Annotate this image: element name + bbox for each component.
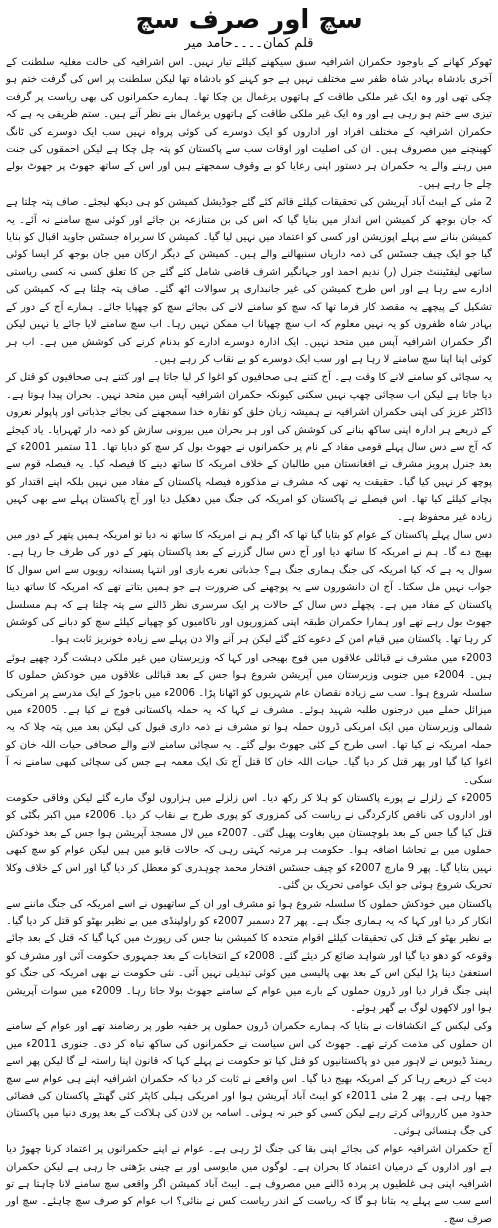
article-body <box>6 54 492 1228</box>
article-paragraph: 2005ء کے زلزلے نے پورے پاکستان کو ہلا کر رکھ دیا۔ اس زلزلے میں ہزاروں لوگ مارے گئے لیکن وفاقی حکومت اور اداروں کی ناقص کارکردگی نے ریاست کی کمزوری کو پوری طرح بے نقاب کر دیا۔ 2006ء میں اکبر بگٹی کو قتل کیا گیا جس کے بعد بلوچستان میں بغاوت پھیل گئی۔ 2007ء میں لال مسجد آپریشن ہوا جس کے بعد خودکش حملوں میں بے تحاشا اضافہ ہوا۔ حکومت ہر مرتبہ کہتی رہی کہ حالات قابو میں ہیں لیکن عوام کو سچ کبھی نہیں بتایا گیا۔ پھر 9 مارچ 2007ء کو چیف جسٹس افتخار محمد چوہدری کو معطل کر دیا گیا اور اس کے خلاف وکلا تحریک شروع ہوئی جو ایک عوامی تحریک بن گئی۔ <box>6 793 493 892</box>
article-paragraph: 2 مئی کے ایبٹ آباد آپریشن کی تحقیقات کیلئے قائم کئے گئے جوڈیشل کمیشن کو ہی دیکھ لیجئے۔ صاف پتہ چلتا ہے کہ جان بوجھ کر کمیشن اس انداز میں بنایا گیا کہ اس کی بن متنازعہ بن جائے اور کوئی سچ سامنے نہ آئے۔ یہ کمیشن بنانے سے پہلے اپوزیشن اور کسی کو اعتماد میں نہیں لیا گیا۔ کمیشن کا سربراہ جسٹس جاوید اقبال کو بنایا گیا جو ایک چیف جسٹس کی ذمہ داریاں سنبھالنے والے ہیں۔ کمیشن کے دیگر ارکان میں جان بوجھ کر ایسا کوئی ساتھی لیفٹیننٹ جنرل (ر) ندیم احمد اور جہانگیر اشرف قاضی شامل کئے گئے جن کا تعلق کسی نہ کسی ریاستی ادارے سے رہا ہے اور اس طرح کمیشن کی غیر جانبداری پر سوالات اٹھ گئے۔ صاف پتہ چلتا ہے کہ کمیشن کی تشکیل کے پیچھے یہ مقصد کار فرما تھا کہ سچ کو سامنے لانے کی بجائے سچ کو چھپایا جائے۔ ہمارے آج کے دور کے بہادر شاہ ظفروں کو یہ نہیں معلوم کہ اب سچ چھپانا اب ممکن نہیں رہا۔ اب سچ سامنے لایا جائے یا نہیں لیکن اگر حکمران اشرافیہ آپس میں متحد نہیں۔ ایک ادارہ دوسرے ادارے کو بدنام کرنے کی کوشش میں ہے۔ اب ہر کوئی اپنا اپنا سچ سامنے لا رہا ہے اور سب ایک دوسرے کو بے نقاب کر رہے ہیں۔ <box>6 197 492 365</box>
article-paragraph: یہ سچائی کو سامنے لانے کا وقت ہے۔ آج کتنے ہی صحافیوں کو اغوا کر لیا جاتا ہے اور کتنے ہی صحافیوں کو قتل کر دیا جاتا ہے لیکن اب سچائی چھپ نہیں سکتی کیونکہ حکمران اشرافیہ آپس میں متحد نہیں۔ بحران پیدا ہوتا ہے۔ ڈاکٹر عزیز کی اپنی حکمران اشرافیہ نے ہمیشہ زبان خلق کو نقارہ خدا سمجھنے کی بجائے جذباتی اور پاپولر نعروں کے ذریعے ہر ادارہ اپنی ساکھ بنانے کی کوشش کی اور ہر بحران میں بیرونی سازش کو ذمہ دار ٹھہرایا۔ یاد کیجئے کہ آج سے دس سال پہلے قومی مفاد کے نام پر حکمرانوں نے جھوٹ بول کر سچ کو دبایا تھا۔ 11 ستمبر 2001ء کے بعد جنرل پرویز مشرف نے افغانستان میں طالبان کے خلاف امریکہ کا ساتھ دینے کا فیصلہ کیا۔ یہ فیصلہ قوم سے پوچھ کر نہیں کیا گیا۔ حقیقت یہ تھی کہ مشرف نے مذکورہ فیصلہ پاکستان کے مفاد میں نہیں بلکہ اپنے اقتدار کو بچانے کیلئے کیا تھا۔ اس فیصلے نے پاکستان کو امریکہ کی جنگ میں دھکیل دیا اور آج پاکستان پہلے سے بھی کہیں زیادہ غیر محفوظ ہے۔ <box>6 372 492 523</box>
article-paragraph: وکی لیکس کے انکشافات نے بتایا کہ ہمارے حکمران ڈرون حملوں پر خفیہ طور پر رضامند تھے اور عوام کے سامنے ان حملوں کی مذمت کرتے تھے۔ جھوٹ کی اس سیاست نے حکمرانوں کی ساکھ تباہ کر دی۔ جنوری 2011ء میں ریمنڈ ڈیوس نے لاہور میں دو پاکستانیوں کو قتل کیا تو حکومت نے پہلے کہا کہ قانون اپنا راستہ لے گا لیکن پھر اسے دیت کے ذریعے رہا کر کے امریکہ بھیج دیا گیا۔ اس واقعے نے ثابت کر دیا کہ حکمران اشرافیہ اپنے ہی عوام سے سچ چھپا رہی ہے۔ پھر 2 مئی 2011ء کو ایبٹ آباد آپریشن ہوا اور امریکی ہیلی کاپٹر کئی گھنٹے پاکستان کی فضائی حدود میں کارروائی کرتے رہے لیکن کسی کو خبر نہ ہوئی۔ اسامہ بن لادن کی ہلاکت کے بعد پوری دنیا میں پاکستان کی جگ ہنسائی ہوئی۔ <box>6 1021 492 1137</box>
column-byline: قلم کمان۔۔۔۔حامد میر <box>184 36 314 51</box>
article-paragraph: ٹھوکر کھانے کے باوجود حکمران اشرافیہ سبق سیکھنے کیلئے تیار نہیں۔ اس اشرافیہ کی حالت مغلیہ سلطنت کے آخری بادشاہ بہادر شاہ ظفر سے مختلف نہیں ہے جو کہنے کو بادشاہ تھا لیکن سلطنت پر اس کی گرفت ختم ہو چکی تھی اور وہ ایک غیر ملکی طاقت کے ہاتھوں یرغمال بن چکا تھا۔ ہمارے حکمرانوں کی بھی ریاست پر گرفت تیزی سے ختم ہو رہی ہے اور وہ ایک غیر ملکی طاقت کے ہاتھوں یرغمال بنے نظر آتے ہیں۔ ستم ظریفی یہ ہے کہ حکمران اشرافیہ کے مختلف افراد اور اداروں کو ایک دوسرے کی کوئی پرواہ نہیں سب ایک دوسرے کی ٹانگ کھینچنے میں مصروف ہیں۔ ان کی اصلیت اور اوقات سب سے پاکستان کو پتہ چل چکا ہے لیکن احمقوں کی جنت میں رہنے والے یہ حکمران ہر دستور اپنی رعایا کو بے وقوف سمجھتے ہیں اور اس کے ساتھ جھوٹ پر جھوٹ بولے چلے جا رہے ہیں۔ <box>6 57 492 190</box>
article-paragraph: پاکستان میں خودکش حملوں کا سلسلہ شروع ہوا تو مشرف اور ان کے ساتھیوں نے اسے امریکہ کی جنگ ماننے سے انکار کر دیا اور کہا کہ یہ ہماری جنگ ہے۔ پھر 27 دسمبر 2007ء کو راولپنڈی میں بے نظیر بھٹو کو قتل کر دیا گیا۔ بے نظیر بھٹو کے قتل کی تحقیقات کیلئے اقوام متحدہ کا کمیشن بنا جس کی رپورٹ میں کہا گیا کہ قتل کے بعد جائے وقوعہ کو دھو دیا گیا اور شواہد ضائع کر دیئے گئے۔ 2008ء کے انتخابات کے بعد جمہوری حکومت آئی اور مشرف کو استعفیٰ دینا پڑا لیکن اس کے بعد بھی پالیسی میں کوئی تبدیلی نہیں آئی۔ نئی حکومت نے بھی امریکہ کی جنگ کو اپنی جنگ قرار دیا اور ڈرون حملوں کے بارے میں عوام کے سامنے جھوٹ بولا جاتا رہا۔ 2009ء میں سوات آپریشن ہوا اور لاکھوں لوگ بے گھر ہوئے۔ <box>6 898 492 1014</box>
article-paragraph: دس سال پہلے پاکستان کے عوام کو بتایا گیا تھا کہ اگر ہم نے امریکہ کا ساتھ نہ دیا تو امریکہ ہمیں پتھر کے دور میں بھیج دے گا۔ ہم نے امریکہ کا ساتھ دیا اور آج دس سال گزرنے کے بعد پاکستان پتھر کے دور کی طرف جا رہا ہے۔ سوال یہ ہے کہ کیا امریکہ کی جنگ ہماری جنگ ہے؟ جذباتی نعرے بازی اور انتہا پسندانہ رویوں سے اس سوال کا جواب نہیں مل سکتا۔ آج ان دانشوروں سے یہ پوچھنے کی ضرورت ہے جو ہمیں بتاتے تھے کہ امریکہ کا ساتھ دینا پاکستان کے مفاد میں ہے۔ پچھلے دس سال کے حالات پر ایک سرسری نظر ڈالنے سے پتہ چلتا ہے کہ ہم مسلسل جھوٹ بول رہے تھے اور ہمارا حکمران طبقہ اپنی کمزوریوں اور ناکامیوں کو چھپانے کیلئے سچ کو دبانے کی کوشش کر رہا تھا۔ پاکستان میں قیام امن کے دعوے کئے گئے لیکن ہر آنے والا دن پہلے سے زیادہ خونریز ثابت ہوا۔ <box>6 529 492 646</box>
article-paragraph: آج حکمران اشرافیہ عوام کی بجائے اپنی بقا کی جنگ لڑ رہی ہے۔ عوام نے اپنے حکمرانوں پر اعتماد کرنا چھوڑ دیا ہے اور اداروں کے درمیان اعتماد کا بحران ہے۔ لوگوں میں مایوسی اور بے چینی بڑھتی جا رہی ہے لیکن حکمران اشرافیہ اپنی ہی غلطیوں پر پردہ ڈالنے میں مصروف ہے۔ ایبٹ آباد کمیشن اگر واقعی سچ سامنے لانا چاہتا ہے تو اسے سب سے پہلے یہ بتانا ہو گا کہ ریاست کے اندر ریاست کس نے بنائی؟ اب عوام کو صرف سچ چاہئے۔ سچ اور صرف سچ۔ <box>6 1144 492 1225</box>
column-headline: سچ اور صرف سچ <box>135 5 363 35</box>
article-paragraph: 2003ء میں مشرف نے قبائلی علاقوں میں فوج بھیجی اور کہا کہ وزیرستان میں غیر ملکی دہشت گرد چھپے ہوئے ہیں۔ 2004ء میں جنوبی وزیرستان میں آپریشن شروع ہوا جس کے بعد قبائلی علاقوں میں خودکش حملوں کا سلسلہ شروع ہوا۔ سب سے زیادہ نقصان عام شہریوں کو اٹھانا پڑا۔ 2006ء میں باجوڑ کے ایک مدرسے پر امریکی میزائل حملے میں درجنوں طلبہ شہید ہوئے۔ مشرف نے کہا کہ یہ حملہ پاکستانی فوج نے کیا ہے۔ 2005ء میں شمالی وزیرستان میں ایک امریکی ڈرون حملہ ہوا تو مشرف نے ذمہ داری قبول کی لیکن بعد میں پتہ چلا کہ یہ حملہ امریکہ نے کیا تھا۔ اسی طرح کے کئی جھوٹ بولے گئے۔ یہ سچائی سامنے لانے والے صحافی حیات اللہ خان کو اغوا کیا گیا اور پھر قتل کر دیا گیا۔ حیات اللہ خان کا قتل آج تک ایک معمہ ہے جس کی سچائی کبھی سامنے نہ آ سکی۔ <box>6 652 493 786</box>
